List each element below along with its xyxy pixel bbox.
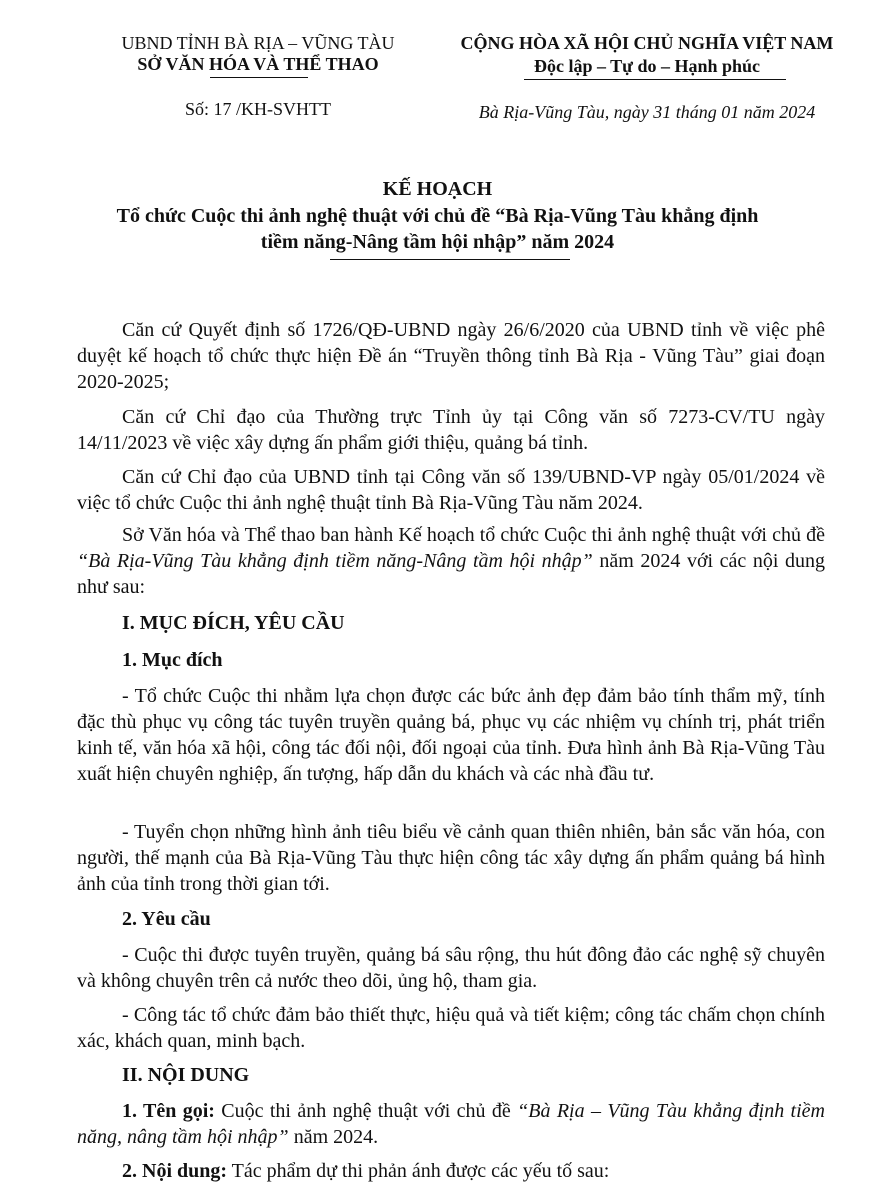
title-underline — [330, 259, 570, 260]
department-name: SỞ VĂN HÓA VÀ THỂ THAO — [137, 54, 379, 74]
national-title: CỘNG HÒA XÃ HỘI CHỦ NGHĨA VIỆT NAM — [460, 33, 834, 53]
document-title-line-1: Tổ chức Cuộc thi ảnh nghệ thuật với chủ đề “Bà Rịa-Vũng Tàu khẳng định — [116, 205, 759, 227]
paragraph-purpose-1: - Tổ chức Cuộc thi nhằm lựa chọn được các bức ảnh đẹp đảm bảo tính thẩm mỹ, tính đặc thù phục vụ công tác tuyên truyền quảng bá, phục vụ các nhiệm vụ chính trị, phát triển kinh tế, văn hóa xã hội, công tác đối nội, đối ngoại của tỉnh. Đưa hình ảnh Bà Rịa-Vũng Tàu xuất hiện chuyên nghiệp, ấn tượng, hấp dẫn du khách và các nhà đầu tư. — [77, 685, 825, 785]
contest-name-theme: “Bà Rịa – Vũng Tàu khẳng định tiềm năng, nâng tầm hội nhập” — [77, 1100, 825, 1148]
intro-text: Sở Văn hóa và Thể thao ban hành Kế hoạch tổ chức Cuộc thi ảnh nghệ thuật với chủ đề — [122, 524, 825, 546]
document-number: Số: 17 /KH-SVHTT — [184, 99, 331, 119]
section-1-heading: I. MỤC ĐÍCH, YÊU CẦU — [122, 612, 345, 634]
national-motto: Độc lập – Tự do – Hạnh phúc — [533, 56, 761, 76]
department-underline — [210, 77, 308, 78]
paragraph-legal-basis-1: Căn cứ Quyết định số 1726/QĐ-UBND ngày 26/6/2020 của UBND tỉnh về việc phê duyệt kế hoạch tổ chức thực hiện Đề án “Truyền thông tỉnh Bà Rịa - Vũng Tàu” giai đoạn 2020-2025; — [77, 319, 825, 393]
paragraph-requirement-2: - Công tác tổ chức đảm bảo thiết thực, hiệu quả và tiết kiệm; công tác chấm chọn chính xác, khách quan, minh bạch. — [77, 1004, 825, 1052]
section-2-heading: II. NỘI DUNG — [122, 1064, 250, 1086]
document-type: KẾ HOẠCH — [382, 178, 493, 200]
paragraph-requirement-1: - Cuộc thi được tuyên truyền, quảng bá sâu rộng, thu hút đông đảo các nghệ sỹ chuyên và không chuyên trên cả nước theo dõi, ủng hộ, tham gia. — [77, 944, 825, 992]
contest-name-label: 1. Tên gọi: — [122, 1100, 215, 1122]
document-title-line-2: tiềm năng-Nâng tầm hội nhập” năm 2024 — [260, 231, 615, 253]
agency-name: UBND TỈNH BÀ RỊA – VŨNG TÀU — [121, 33, 395, 53]
intro-theme: “Bà Rịa-Vũng Tàu khẳng định tiềm năng-Nâng tầm hội nhập” — [77, 550, 593, 572]
paragraph-legal-basis-2: Căn cứ Chỉ đạo của Thường trực Tỉnh ủy tại Công văn số 7273-CV/TU ngày 14/11/2023 về việc xây dựng ấn phẩm giới thiệu, quảng bá tỉnh. — [77, 406, 825, 454]
paragraph-legal-basis-3: Căn cứ Chỉ đạo của UBND tỉnh tại Công văn số 139/UBND-VP ngày 05/01/2024 về việc tổ chức Cuộc thi ảnh nghệ thuật tỉnh Bà Rịa-Vũng Tàu năm 2024. — [77, 466, 825, 514]
paragraph-purpose-2: - Tuyển chọn những hình ảnh tiêu biểu về cảnh quan thiên nhiên, bản sắc văn hóa, con người, thế mạnh của Bà Rịa-Vũng Tàu thực hiện công tác xây dựng ấn phẩm quảng bá hình ảnh của tỉnh trong thời gian tới. — [77, 821, 825, 895]
section-1-1-heading: 1. Mục đích — [122, 649, 223, 671]
section-1-2-heading: 2. Yêu cầu — [122, 908, 211, 930]
contest-content-text: Tác phẩm dự thi phản ánh được các yếu tố sau: — [227, 1160, 610, 1182]
motto-underline — [524, 79, 786, 80]
intro-text-end: năm 2024 với các nội dung như sau: — [77, 550, 825, 598]
paragraph-contest-content — [77, 1158, 825, 1184]
place-and-date: Bà Rịa-Vũng Tàu, ngày 31 tháng 01 năm 2024 — [478, 102, 816, 122]
contest-content-label: 2. Nội dung: — [122, 1160, 228, 1182]
contest-name-text: Cuộc thi ảnh nghệ thuật với chủ đề — [214, 1100, 518, 1122]
contest-name-end: năm 2024. — [288, 1126, 379, 1148]
paragraph-contest-name — [77, 1098, 825, 1150]
paragraph-introduction — [77, 522, 825, 600]
